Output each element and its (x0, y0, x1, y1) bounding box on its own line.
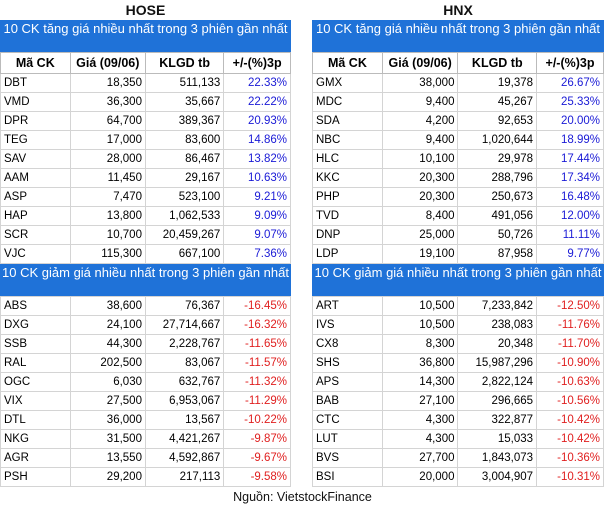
change-pct: -11.32% (224, 373, 291, 392)
stock-code: HAP (1, 207, 71, 226)
avg-volume: 4,421,267 (145, 430, 223, 449)
avg-volume: 27,714,667 (145, 316, 223, 335)
table-row (313, 112, 604, 131)
stock-code: SCR (1, 226, 71, 245)
change-pct: -10.36% (537, 449, 604, 468)
stock-code: BSI (313, 468, 383, 487)
price: 6,030 (70, 373, 145, 392)
price: 10,500 (382, 297, 458, 316)
avg-volume: 20,459,267 (145, 226, 223, 245)
change-pct: 26.67% (537, 74, 604, 93)
stock-code: SSB (1, 335, 71, 354)
avg-volume: 1,020,644 (458, 131, 537, 150)
stock-code: LDP (313, 245, 383, 264)
change-pct: 13.82% (224, 150, 291, 169)
avg-volume: 29,167 (145, 169, 223, 188)
avg-volume: 15,987,296 (458, 354, 537, 373)
price: 13,550 (70, 449, 145, 468)
price: 8,400 (382, 207, 458, 226)
change-pct: -10.63% (537, 373, 604, 392)
price: 31,500 (70, 430, 145, 449)
header-volume: KLGD tb (145, 53, 223, 74)
change-pct: -11.29% (224, 392, 291, 411)
table-row (1, 411, 291, 430)
table-row (1, 449, 291, 468)
avg-volume: 296,665 (458, 392, 537, 411)
stock-code: NBC (313, 131, 383, 150)
avg-volume: 83,600 (145, 131, 223, 150)
change-pct: -16.32% (224, 316, 291, 335)
change-pct: 10.63% (224, 169, 291, 188)
stock-code: TVD (313, 207, 383, 226)
table-row (1, 354, 291, 373)
table-row (1, 468, 291, 487)
change-pct: -10.42% (537, 430, 604, 449)
avg-volume: 288,796 (458, 169, 537, 188)
stock-code: ART (313, 297, 383, 316)
table-row (313, 392, 604, 411)
price: 13,800 (70, 207, 145, 226)
hnx-gainers-title: 10 CK tăng giá nhiều nhất trong 3 phiên gần nhất (312, 20, 604, 52)
stock-code: SAV (1, 150, 71, 169)
avg-volume: 45,267 (458, 93, 537, 112)
price: 36,800 (382, 354, 458, 373)
hnx-gainers-table (312, 52, 604, 264)
stock-code: GMX (313, 74, 383, 93)
hnx-exchange-title: HNX (443, 2, 473, 18)
header-code: Mã CK (313, 53, 383, 74)
header-change: +/-(%)3p (224, 53, 291, 74)
table-row (313, 354, 604, 373)
change-pct: -10.42% (537, 411, 604, 430)
change-pct: 17.44% (537, 150, 604, 169)
change-pct: -11.65% (224, 335, 291, 354)
avg-volume: 76,367 (145, 297, 223, 316)
hose-exchange-title: HOSE (125, 2, 166, 18)
price: 4,300 (382, 430, 458, 449)
avg-volume: 2,822,124 (458, 373, 537, 392)
table-row (313, 430, 604, 449)
table-row (1, 188, 291, 207)
price: 44,300 (70, 335, 145, 354)
price: 7,470 (70, 188, 145, 207)
table-header-row (1, 53, 291, 74)
stock-code: VJC (1, 245, 71, 264)
hose-gainers-table (0, 52, 291, 264)
table-row (313, 93, 604, 112)
avg-volume: 83,067 (145, 354, 223, 373)
price: 10,100 (382, 150, 458, 169)
avg-volume: 15,033 (458, 430, 537, 449)
avg-volume: 511,133 (145, 74, 223, 93)
stock-code: KKC (313, 169, 383, 188)
table-header-row (313, 53, 604, 74)
price: 28,000 (70, 150, 145, 169)
price: 27,700 (382, 449, 458, 468)
avg-volume: 3,004,907 (458, 468, 537, 487)
table-row (313, 335, 604, 354)
stock-code: RAL (1, 354, 71, 373)
table-row (313, 411, 604, 430)
price: 115,300 (70, 245, 145, 264)
hnx-panel (312, 0, 604, 487)
price: 38,000 (382, 74, 458, 93)
price: 64,700 (70, 112, 145, 131)
price: 25,000 (382, 226, 458, 245)
change-pct: -10.90% (537, 354, 604, 373)
avg-volume: 7,233,842 (458, 297, 537, 316)
stock-code: CX8 (313, 335, 383, 354)
stock-code: AAM (1, 169, 71, 188)
table-row (1, 316, 291, 335)
price: 20,000 (382, 468, 458, 487)
table-row (1, 74, 291, 93)
hnx-losers-title: 10 CK giảm giá nhiều nhất trong 3 phiên gần nhất (312, 264, 604, 296)
change-pct: 12.00% (537, 207, 604, 226)
stock-code: ASP (1, 188, 71, 207)
avg-volume: 389,367 (145, 112, 223, 131)
change-pct: 22.33% (224, 74, 291, 93)
header-price: Giá (09/06) (70, 53, 145, 74)
table-row (1, 297, 291, 316)
stock-code: PSH (1, 468, 71, 487)
avg-volume: 523,100 (145, 188, 223, 207)
price: 202,500 (70, 354, 145, 373)
price: 4,200 (382, 112, 458, 131)
table-row (313, 169, 604, 188)
stock-code: OGC (1, 373, 71, 392)
price: 36,300 (70, 93, 145, 112)
price: 8,300 (382, 335, 458, 354)
stock-code: DBT (1, 74, 71, 93)
price: 29,200 (70, 468, 145, 487)
table-row (1, 169, 291, 188)
change-pct: -11.70% (537, 335, 604, 354)
avg-volume: 491,056 (458, 207, 537, 226)
stock-code: BAB (313, 392, 383, 411)
stock-code: DTL (1, 411, 71, 430)
header-change: +/-(%)3p (537, 53, 604, 74)
change-pct: 14.86% (224, 131, 291, 150)
avg-volume: 250,673 (458, 188, 537, 207)
header-code: Mã CK (1, 53, 71, 74)
change-pct: 9.07% (224, 226, 291, 245)
avg-volume: 1,843,073 (458, 449, 537, 468)
price: 11,450 (70, 169, 145, 188)
avg-volume: 238,083 (458, 316, 537, 335)
change-pct: -10.22% (224, 411, 291, 430)
change-pct: -9.58% (224, 468, 291, 487)
table-row (1, 430, 291, 449)
avg-volume: 86,467 (145, 150, 223, 169)
change-pct: -10.56% (537, 392, 604, 411)
table-row (313, 245, 604, 264)
price: 18,350 (70, 74, 145, 93)
header-price: Giá (09/06) (382, 53, 458, 74)
table-row (1, 131, 291, 150)
price: 24,100 (70, 316, 145, 335)
table-row (1, 335, 291, 354)
change-pct: 16.48% (537, 188, 604, 207)
stock-code: SHS (313, 354, 383, 373)
table-row (313, 150, 604, 169)
avg-volume: 20,348 (458, 335, 537, 354)
change-pct: -11.76% (537, 316, 604, 335)
change-pct: 9.09% (224, 207, 291, 226)
change-pct: 17.34% (537, 169, 604, 188)
table-row (313, 207, 604, 226)
change-pct: -11.57% (224, 354, 291, 373)
stock-code: VMD (1, 93, 71, 112)
table-row (1, 226, 291, 245)
change-pct: 18.99% (537, 131, 604, 150)
table-row (313, 297, 604, 316)
avg-volume: 6,953,067 (145, 392, 223, 411)
stock-code: PHP (313, 188, 383, 207)
stock-code: SDA (313, 112, 383, 131)
table-row (313, 316, 604, 335)
avg-volume: 92,653 (458, 112, 537, 131)
table-row (1, 245, 291, 264)
avg-volume: 667,100 (145, 245, 223, 264)
price: 20,300 (382, 188, 458, 207)
stock-code: TEG (1, 131, 71, 150)
avg-volume: 217,113 (145, 468, 223, 487)
price: 20,300 (382, 169, 458, 188)
stock-code: MDC (313, 93, 383, 112)
price: 36,000 (70, 411, 145, 430)
table-row (1, 373, 291, 392)
stock-code: NKG (1, 430, 71, 449)
avg-volume: 1,062,533 (145, 207, 223, 226)
table-row (1, 207, 291, 226)
change-pct: 9.77% (537, 245, 604, 264)
stock-code: BVS (313, 449, 383, 468)
change-pct: -9.67% (224, 449, 291, 468)
stock-code: HLC (313, 150, 383, 169)
change-pct: -12.50% (537, 297, 604, 316)
table-row (1, 150, 291, 169)
hose-losers-table (0, 296, 291, 487)
price: 9,400 (382, 131, 458, 150)
stock-code: APS (313, 373, 383, 392)
change-pct: 11.11% (537, 226, 604, 245)
hose-panel (0, 0, 291, 487)
table-row (313, 468, 604, 487)
avg-volume: 4,592,867 (145, 449, 223, 468)
hose-gainers-title: 10 CK tăng giá nhiều nhất trong 3 phiên gần nhất (0, 20, 291, 52)
change-pct: 20.00% (537, 112, 604, 131)
table-row (313, 188, 604, 207)
table-row (313, 226, 604, 245)
price: 9,400 (382, 93, 458, 112)
price: 4,300 (382, 411, 458, 430)
price: 27,100 (382, 392, 458, 411)
stock-code: IVS (313, 316, 383, 335)
avg-volume: 19,378 (458, 74, 537, 93)
avg-volume: 632,767 (145, 373, 223, 392)
change-pct: 7.36% (224, 245, 291, 264)
stock-code: VIX (1, 392, 71, 411)
table-row (313, 373, 604, 392)
change-pct: 25.33% (537, 93, 604, 112)
avg-volume: 322,877 (458, 411, 537, 430)
change-pct: 20.93% (224, 112, 291, 131)
source-caption: Nguồn: VietstockFinance (233, 490, 372, 504)
avg-volume: 50,726 (458, 226, 537, 245)
change-pct: -10.31% (537, 468, 604, 487)
price: 14,300 (382, 373, 458, 392)
avg-volume: 29,978 (458, 150, 537, 169)
stock-code: DPR (1, 112, 71, 131)
table-row (1, 93, 291, 112)
change-pct: -16.45% (224, 297, 291, 316)
stock-code: DNP (313, 226, 383, 245)
table-row (313, 131, 604, 150)
change-pct: 9.21% (224, 188, 291, 207)
hnx-losers-table (312, 296, 604, 487)
hose-losers-title: 10 CK giảm giá nhiều nhất trong 3 phiên gần nhất (0, 264, 291, 296)
avg-volume: 2,228,767 (145, 335, 223, 354)
price: 38,600 (70, 297, 145, 316)
stock-code: DXG (1, 316, 71, 335)
price: 17,000 (70, 131, 145, 150)
stock-code: CTC (313, 411, 383, 430)
table-row (313, 74, 604, 93)
header-volume: KLGD tb (458, 53, 537, 74)
change-pct: -9.87% (224, 430, 291, 449)
price: 10,500 (382, 316, 458, 335)
table-row (1, 112, 291, 131)
avg-volume: 35,667 (145, 93, 223, 112)
table-row (1, 392, 291, 411)
stock-code: LUT (313, 430, 383, 449)
avg-volume: 87,958 (458, 245, 537, 264)
stock-code: ABS (1, 297, 71, 316)
price: 27,500 (70, 392, 145, 411)
stock-code: AGR (1, 449, 71, 468)
table-row (313, 449, 604, 468)
price: 10,700 (70, 226, 145, 245)
avg-volume: 13,567 (145, 411, 223, 430)
price: 19,100 (382, 245, 458, 264)
change-pct: 22.22% (224, 93, 291, 112)
